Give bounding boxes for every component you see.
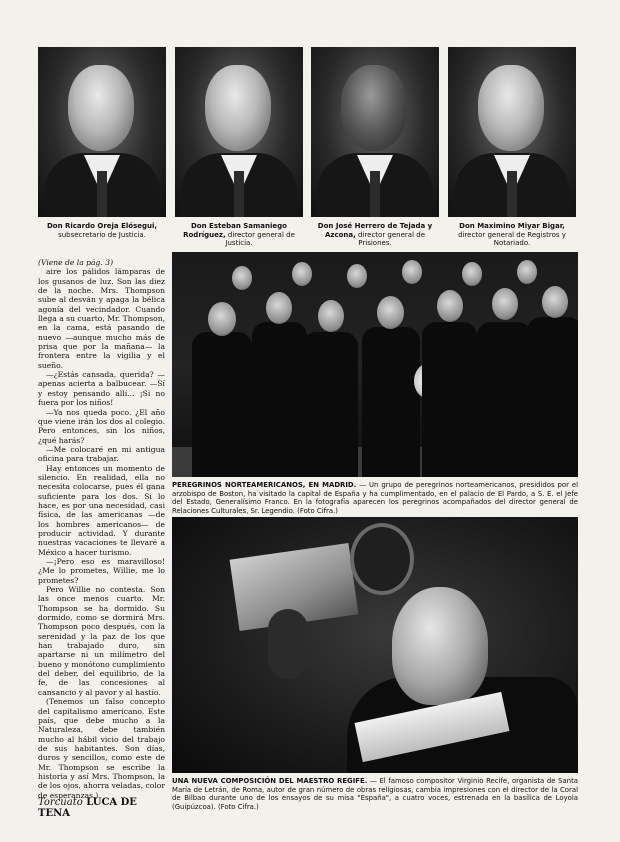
portrait-role: director general de Prisiones.: [358, 230, 426, 247]
author-first-name: Torcuato: [38, 797, 83, 808]
pilgrims-group-photo: [172, 252, 578, 477]
portrait-role: director general de Justicia.: [225, 230, 295, 247]
portrait-caption: [447, 222, 577, 248]
article-paragraph: Hay entonces un momento de silencio. En realidad, ella no necesita colocarse, pues él gana suficiente para los dos. Si lo hace, es por una necesidad, casi física, de las americanas —de los hombres americanos— de producir actividad. Y durante nuestras vacaciones te llevaré a México a hacer turismo.: [38, 463, 165, 557]
portrait-name: Don José Herrero de Tejada y Azcona,: [317, 222, 433, 239]
portrait-photo: [448, 47, 576, 217]
portrait-caption: [174, 222, 304, 248]
composer-photo: [172, 517, 578, 773]
composer-caption: [172, 777, 578, 811]
caption-heading: UNA NUEVA COMPOSICIÓN DEL MAESTRO REGIFE.: [172, 777, 368, 785]
article-paragraph: Pero Willie no contesta. Son las once menos cuarto. Mr. Thompson se ha dormido. Su dormido, como se dormirá Mrs. Thompson poco después, con la serenidad y la paz de los que han trabajado duro, sin apartarse ni un milímetro del bueno y monótono cumplimiento del deber, del equilibrio, de la fe, de las concesiones al cansancio y al pavor y al hastío.: [38, 585, 165, 697]
author-signature: [38, 797, 168, 819]
portrait-caption: [37, 222, 167, 239]
article-paragraph: —Me colocaré en mi antigua oficina para trabajar.: [38, 444, 165, 464]
caption-heading: PEREGRINOS NORTEAMERICANOS, EN MADRID.: [172, 481, 357, 489]
portrait-name: Don Maximino Miyar Bigar,: [459, 222, 565, 230]
caption-text: — El famoso compositor Virginio Recife, organista de Santa María de Letrán, de Roma, autor de gran número de obras religiosas, cambia impresiones con el director de la Coral de Bilbao durante uno de los ensayos de su misa "España", a cuatro voces, estrenada en la basílica de Loyola (Guipúzcoa). (Foto Cifra.): [172, 777, 578, 811]
author-last-name: LUCA DE TENA: [38, 797, 137, 819]
article-paragraph: (Tenemos un falso concepto del capitalismo americano. Este país, que debe mucho a la Naturaleza, debe también mucho al hábil vicio del trabajo de sus habitantes. Son días, duros y sencillos, como este de Mr. Thompson se escribe la historia y así Mrs. Thompson, la de los ojos, ahorra veladas, color de esperanzas.): [38, 697, 165, 800]
continued-from: (Viene de la pág. 3): [38, 258, 114, 267]
article-paragraph: —¡Pero eso es maravilloso! ¿Me lo prometes, Willie, me lo prometes?: [38, 557, 165, 585]
portrait-photo: [38, 47, 166, 217]
portrait-role: subsecretario de Justicia.: [58, 230, 146, 239]
article-paragraph: —Ya nos queda poco. ¿El año que viene irán los dos al colegio. Pero entonces, sin los niños, ¿qué harás?: [38, 407, 165, 445]
pilgrims-caption: [172, 481, 578, 515]
portrait-role: director general de Registros y Notariado.: [458, 230, 566, 247]
article-paragraph: aire los pálidos lámparas de los gusanos de luz. Son las diez de la noche. Mrs. Thompson sube al desván y apaga la bélica agonía del vecindador. Cuando llega a su cuarto, Mr. Thompson, en la cama, está pasando de nuevo —aunque mucho más de prisa que por la mañana— la frontera entre la vigilia y el sueño.: [38, 267, 165, 370]
portrait-name: Don Ricardo Oreja Elósegui,: [46, 222, 158, 230]
article-column: [38, 258, 165, 800]
portrait-photo: [311, 47, 439, 217]
portrait-caption: [310, 222, 440, 248]
portrait-photo: [175, 47, 303, 217]
caption-text: — Un grupo de peregrinos norteamericanos, presididos por el arzobispo de Boston, ha visitado la capital de España y ha cumplimentado, en el palacio de El Pardo, a S. E. el Jefe del Estado, Generalísimo Franco. En la fotografía aparecen los peregrinos acompañados del director general de Relaciones Culturales, Sr. Legendio. (Foto Cifra.): [172, 481, 578, 515]
article-paragraph: —¿Estás cansada, querida? —apenas acierta a balbucear. —Sí y estoy pensando allí... ¡Si no fuera por los niños!: [38, 370, 165, 408]
portrait-name: Don Esteban Samaniego Rodríguez,: [183, 222, 287, 239]
